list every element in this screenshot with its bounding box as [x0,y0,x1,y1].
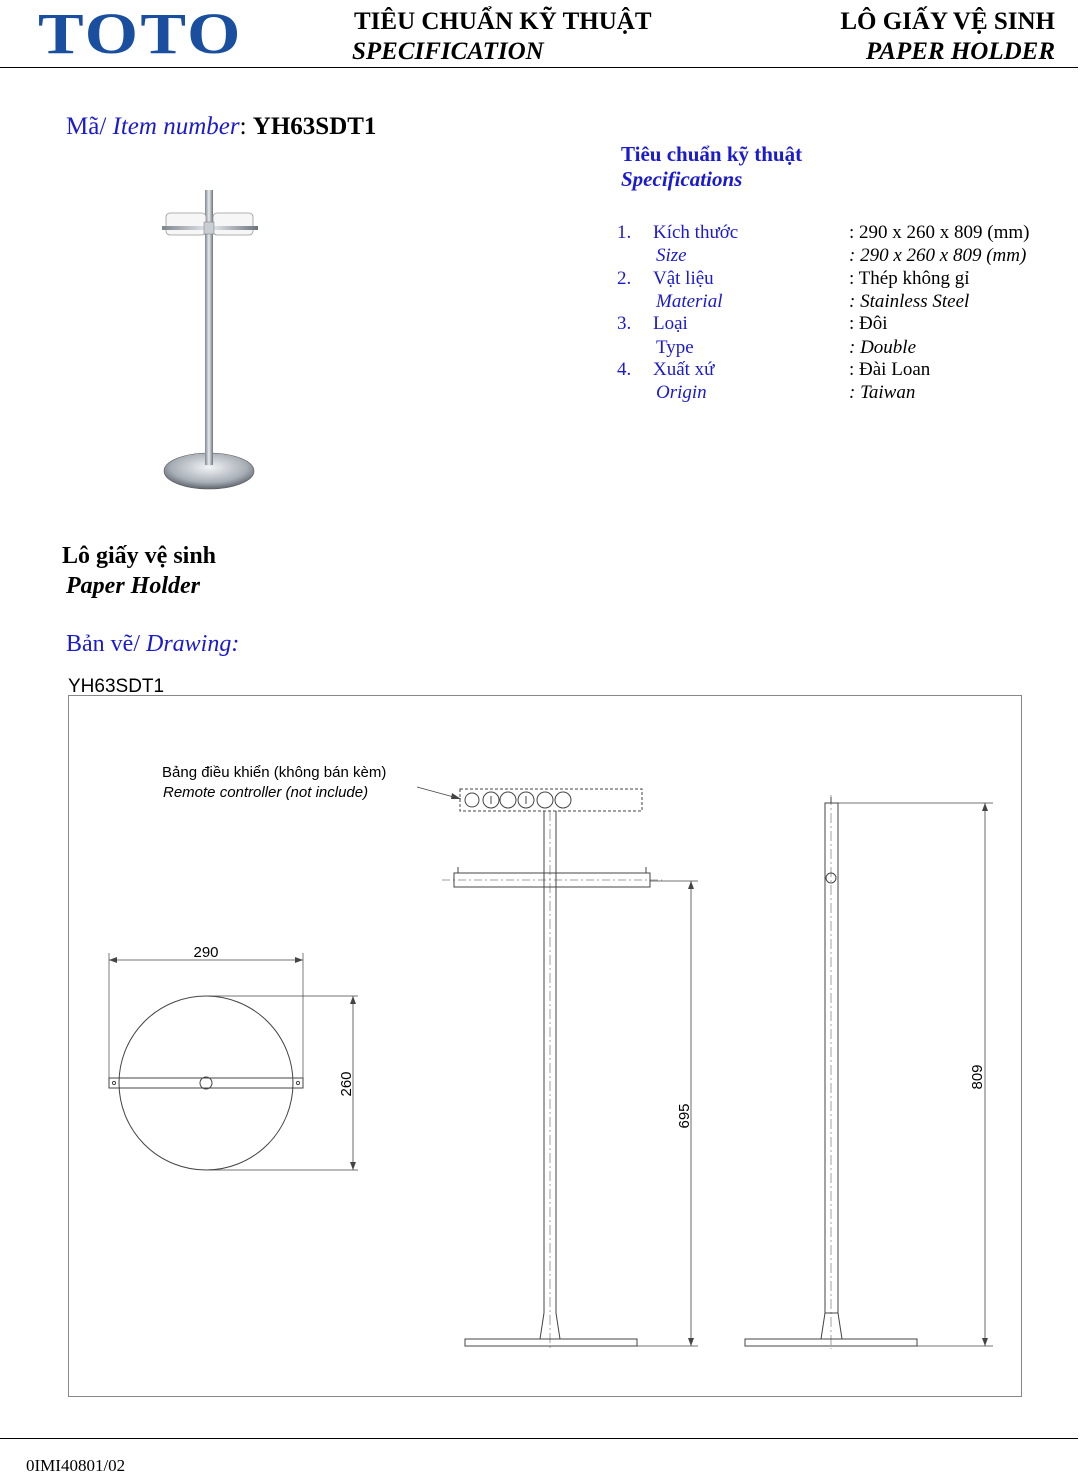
spec-label-en: Origin [656,382,707,403]
dim-width-label: 290 [193,944,219,961]
spec-num: 3. [617,313,632,334]
document-number: 0IMI40801/02 [26,1456,126,1475]
spec-label-vn: Xuất xứ [653,359,715,380]
footer-divider [0,1438,1078,1439]
front-view [417,787,698,1349]
drawing-model-label: YH63SDT1 [68,676,165,697]
specs-title-vn: Tiêu chuẩn kỹ thuật [621,142,803,166]
header-product-en: PAPER HOLDER [865,38,1055,65]
product-name-vn: Lô giấy vệ sinh [62,543,217,569]
remote-label-vn: Bảng điều khiển (không bán kèm) [162,764,387,781]
product-photo [150,180,280,500]
dim-total-height-label: 809 [969,1064,986,1090]
toto-logo: TOTO [38,1,243,66]
spec-value-en: : 290 x 260 x 809 (mm) [849,245,1027,266]
header-product-vn: LÔ GIẤY VỆ SINH [840,8,1055,35]
spec-num: 4. [617,359,632,380]
dim-holder-height-label: 695 [676,1103,693,1129]
item-colon: : [239,113,253,140]
spec-label-en: Material [656,291,723,312]
item-label-vn: Mã/ [66,113,113,140]
drawing-title-en: Drawing: [145,631,240,657]
specs-title-en: Specifications [621,167,743,191]
item-code: YH63SDT1 [252,113,377,140]
dim-depth-label: 260 [338,1071,355,1097]
item-number-line [66,112,376,142]
spec-value-vn: : Đài Loan [849,359,931,380]
spec-value-vn: : Thép không gỉ [849,268,970,289]
spec-value-vn: : 290 x 260 x 809 (mm) [849,222,1030,243]
spec-label-vn: Loại [653,313,688,334]
spec-value-en: : Taiwan [849,382,916,403]
remote-label-en: Remote controller (not include) [163,784,369,801]
spec-num: 2. [617,268,632,289]
item-label-en: Item number [112,113,240,140]
spec-label-en: Size [656,245,687,266]
technical-drawing [68,695,1022,1397]
dimension-arrows [109,793,988,1346]
spec-label-vn: Vật liệu [653,268,714,289]
side-view [745,795,993,1349]
header-divider [0,67,1078,68]
spec-value-vn: : Đôi [849,313,888,334]
header-title-en: SPECIFICATION [352,38,544,65]
drawing-title-vn: Bản vẽ/ [66,631,146,657]
spec-num: 1. [617,222,632,243]
spec-value-en: : Double [849,337,917,358]
drawing-title [66,631,239,658]
top-view [109,953,358,1170]
spec-label-vn: Kích thước [653,222,739,243]
spec-label-en: Type [656,337,694,358]
product-name-en: Paper Holder [66,573,200,599]
header-title-vn: TIÊU CHUẨN KỸ THUẬT [354,8,652,35]
spec-value-en: : Stainless Steel [849,291,970,312]
